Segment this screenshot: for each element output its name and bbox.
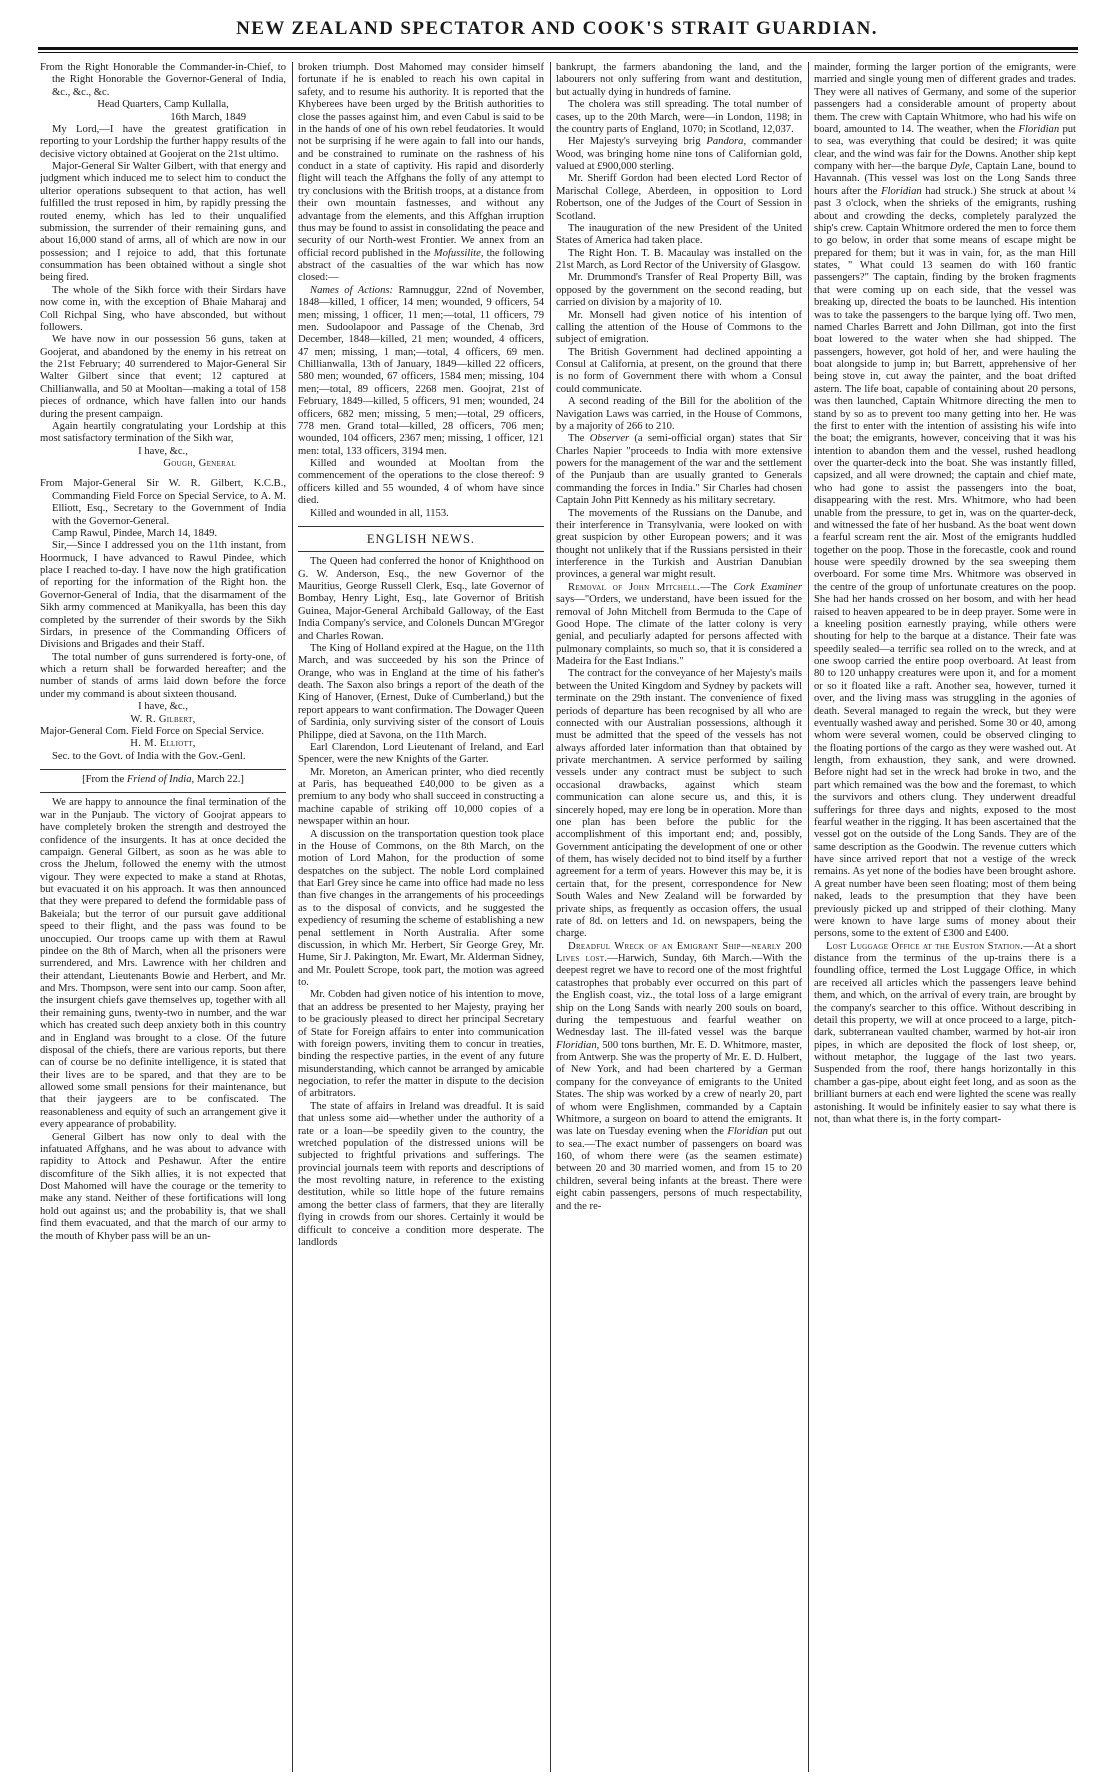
signature-title: Sec. to the Govt. of India with the Gov.-Genl. [52, 750, 246, 762]
publication-name: Cork Examiner [733, 581, 802, 593]
article-heading: Lost Luggage Office at the Euston Station. [826, 940, 1024, 952]
ship-name: Floridian [881, 185, 922, 197]
column-1 [40, 62, 286, 1774]
casualty-text: Ramnuggur, 22nd of November, 1848—killed, 1 officer, 14 men; wounded, 9 officers, 54 men; missing, 1 officer, 11 men;—total, 11 officers, 79 men. Sudoolapoor and Passage of the Chenab, 3rd December, 1848—killed, 21 men; wounded, 4 officers, 47 men; missing, 1 man;—total, 4 officers, 69 men. Chillianwalla, 13th of January, 1849—killed 22 officers, 580 men; wounded, 67 officers, 1584 men; missing, 104 men;—total, 89 officers, 2268 men. Goojrat, 21st of February, 1849—killed, 5 officers, 91 men; wounded, 24 officers, 682 men; missing, 5 men;—total, 29 officers, 778 men. Grand total—killed, 28 officers, 706 men; wounded, 104 officers, 2367 men; missing, 1 officer, 121 men: total, 133 officers, 3194 men. [298, 284, 544, 457]
publication-name: Observer [589, 433, 630, 445]
section-rule [298, 526, 544, 527]
paragraph [556, 136, 802, 173]
source-prefix: [From the [82, 774, 127, 785]
ship-name: Pandora, [706, 136, 747, 148]
masthead-title: NEW ZEALAND SPECTATOR AND COOK'S STRAIT GUARDIAN. [236, 18, 878, 39]
section-rule [40, 792, 286, 793]
paragraph: The Right Hon. T. B. Macaulay was installed on the 21st March, as Lord Rector of the University of Glasgow. [556, 247, 802, 271]
paragraph: We have now in our possession 56 guns, taken at Goojerat, and abandoned by the enemy in his retreat on the 21st February; 40 surrendered to Major-General Sir Walter Gilbert since that event; 12 captured at Chillianwalla, and 50 at Mooltan—making a total of 158 pieces of ordnance, which have fallen into our hands during the present campaign. [40, 334, 286, 420]
source-date: March 22.] [194, 774, 244, 785]
paragraph [298, 62, 544, 285]
column-3 [556, 62, 802, 1774]
paragraph: Mr. Cobden had given notice of his intention to move, that an address be presented to her Majesty, praying her to be graciously pleased to direct her principal Secretary of State for Foreign affairs to enter into communication with foreign powers, inviting them to concur in treaties, binding the respective parties, in the event of any future misunderstanding, which cannot be arranged by amicable negociation, to refer the matter in dispute to the decision of arbitrators. [298, 989, 544, 1100]
signature [40, 714, 286, 726]
section-heading: ENGLISH NEWS. [366, 531, 476, 546]
ship-name: Dyle, [949, 161, 973, 172]
paragraph: The British Government had declined appointing a Consul at California, at present, on the ground that there is no form of Government there with whom a Consul could communicate. [556, 346, 802, 395]
paragraph [556, 941, 802, 1213]
paragraph: Mr. Moreton, an American printer, who died recently at Paris, has bequeathed £40,000 to be given as a premium to any body who shall succeed in constructing a machine capable of striking off 10,000 copies of a newspaper within an hour. [298, 766, 544, 828]
text-run: —At a short distance from the terminus of the up-trains there is a foundling office, termed the Lost Luggage Office, in which are received all articles which the passengers leave behind them, and which, on the arrival of every train, are brought by the company's searcher to this office. Without describing in detail this property, we will at once proceed to a large, pitch-dark, subterranean vaulted chamber, warmed by hot-air iron pipes, in which are deposited the flock of lost sheep, or, without metaphor, the luggage of the last two years. Suspended from the roof, there hangs horizontally in this chamber a gas-pipe, about eight feet long, and as soon as the brilliant burners at each end were lighted the scene was really astonishing. It would be infinitely easier to say what there is not, than what there is, in the forty compart- [814, 940, 1076, 1125]
text-run: Her Majesty's surveying brig [568, 136, 707, 148]
closing: I have, &c., [138, 701, 188, 713]
dateline: Head Quarters, Camp Kullalla, [97, 99, 229, 111]
column-divider [550, 62, 551, 1772]
signature-name: H. M. Elliott, [130, 738, 196, 750]
paragraph [814, 941, 1076, 1127]
paragraph: The Queen had conferred the honor of Knighthood on G. W. Anderson, Esq., the new Governor of the Mauritius, George Russell Clerk, Esq., late Governor of Bombay, Henry Light, Esq., late Governor of British Guinea, Major-General Archibald Galloway, of the East India Company's service, and Colonels Duncan M'Gregor and Charles Rowan. [298, 556, 544, 642]
paragraph: Sir,—Since I addressed you on the 11th instant, from Hoormuck, I have advanced to Rawul Pindee, which place I reached to-day. I have now the high gratification of reporting for the information of the Right hon. the Governor-General of India, that the disarmament of the Sikh army commenced at Manikyalla, has been this day completed by the surrender of their swords by the Sikh Sirdars, in presence of the Commanding Officers of Divisions and Brigades and their Staff. [40, 540, 286, 651]
paragraph: Mr. Monsell had given notice of his intention of calling the attention of the House of Commons to the subject of emigration. [556, 309, 802, 346]
signature-name: W. R. Gilbert, [130, 713, 196, 725]
signature-title: Major-General Com. Field Force on Special Service. [40, 725, 264, 737]
casualty-table [298, 285, 544, 458]
paragraph: The total number of guns surrendered is forty-one, of which a return shall be forwarded hereafter; and the number of stands of arms laid down before the force under my command is about sixteen thousand. [40, 651, 286, 700]
closing: I have, &c., [138, 445, 188, 457]
dateline-date: 16th March, 1849 [170, 111, 246, 123]
paragraph: A second reading of the Bill for the abolition of the Navigation Laws was carried, in the House of Commons, by a majority of 266 to 210. [556, 396, 802, 432]
text-run: Captain Lane, bound to Havannah. (This vessel was lost on the Long Sands three hours after the [814, 161, 1076, 197]
paragraph: General Gilbert has now only to deal with the infatuated Affghans, and he was about to advance with rapidity to Attock and Peshawur. After the entire discomfiture of the Sikh allies, it is not expected that Dost Mahomed will have the courage or the temerity to make any stand. Neither of these fortifications will long hold out against us; and the probability is, that we shall find them evacuated, and that the march of our army to the mouth of Khyber pass will be an un- [40, 1131, 286, 1242]
text-run: put out to sea.—The exact number of passengers on board was 160, of whom there were (as the seamen estimate) between 20 and 30 married women, and from 15 to 20 children, several being infants at the breast. There were eight cabin passengers, persons of much respectability, and the re- [556, 1126, 802, 1212]
paragraph: The King of Holland expired at the Hague, on the 11th March, and was succeeded by his son the Prince of Orange, who was in England at the time of his father's death. The Saxon also brings a report of the death of the King of Hanover, (Ernest, Duke of Cumberland,) but the report appears to want confirmation. The Dowager Queen of Sardinia, only surviving sister of the consort of Louis Philippe, died at Savona, on the 11th March. [298, 642, 544, 741]
publication-name: Mofussilite, [433, 247, 484, 259]
article-heading: Dreadful Wreck of an Emigrant Ship—nearly 200 Lives lost. [556, 940, 802, 964]
paragraph: The contract for the conveyance of her Majesty's mails between the United Kingdom and Sydney by packets will terminate on the 29th instant. The convenience of fixed periods of departure has been recognised by all who are connected with our Australian possessions, although it must be admitted that the speed of the vessels has not always afforded later information than that obtained by private merchantmen. A service performed by sailing vessels under any contract must be subject to such occasional drawbacks, against which steam communication can alone secure us, and this, it is sincerely hoped, may ere long be in operation. More than one plan has been before the public for the accomplishment of this important end; and, possibly, Government anticipating the development of one or other of them, has wisely decided not to bind itself by a further agreement for a term of years. However this may be, it is certain that, for the present, correspondence for New South Wales and New Zealand will be forwarded by private ships, as frequently as occasion offers, the usual rate of 8d. on letters and 1d. on newspapers, being the charge. [556, 668, 802, 940]
column-2 [298, 62, 544, 1774]
text-run: had struck.) She struck at about ¼ past 3 o'clock, when the shrieks of the emigrants, rushing about and crowding the decks, completely paralyzed the ship's crew. Captain Whitmore ordered the men to force them to go below, in order that some means of escape might be prepared for them; but it was in vain, for, as the man Hill states, " What could 13 seamen do with 160 frantic passengers?" The captain, finding by the broken fragments that were coming up on each side, that the vessel was breaking up, directed the boats to be launched. His intention was to take the passengers to the barque lying off. Two men, named Charles Barrett and John Dillman, got into the first boat lowered to the water when she had shipped. The passengers, however, got hold of her, and were hauling the boat alongside to jump in; but Barrett, apprehensive of her being stove in, cut away the painter, and the boat drifted astern. The life boat, capable of containing about 20 persons, was then launched, Captain Whitmore directing the men to stand by so as to prevent too many getting into her. He was the first to enter with the intention of assisting his wife into the boat; the emigrants, however, conceiving that it was his intention to abandon them and the vessel, rushed headlong over the quarter-deck into the boat. She was instantly filled, capsized, and all were drowned; the captain and chief mate, who had gone to assist the passengers into the boat, disappearing with the rest. Mrs. Whitmore, who had been unable from the pressure, to get in, was on the quarter-deck, and witnessed the fate of her husband. As the boat went down a fearful scream rent the air. Most of the emigrants huddled together on the poop. Those in the forecastle, cook and round house were speedily drowned by the sea sweeping them overboard. For some time Mrs. Whitmore was observed in the centre of the group of unfortunate creatures on the poop. She had her hands crossed on her bosom, and with her head raised to heaven appeared to be in deep prayer. Some were in a kneeling position earnestly praying, while others were shouting for help to the barque at a distance. Their fate was speedily sealed—a terrific sea rolled on to the wreck, and at one swoop carried the entire poop overboard. At least from 80 to 120 unhappy creatures were upon it, and for a moment or so it floated like a raft. Another sea, however, turned it over, and the living mass was struggling in the agonies of death. Several managed to regain the wreck, but they were eventually washed away and perished. Some 30 or 40, among whom were several women, could be observed clinging to the floating portions of the cargo as they were washed out. At length, from exhaustion, they sank, and were drowned. Before night had set in the wreck had broke in two, and the part which remained was the bow and the foremast, to which the survivors and others clung. They underwent dreadful sufferings for three days and nights, exposed to the most fearful weather in the rigging. It has been ascertained that the vessel got on the outside of the Long Sands. They are of the same description as the Goodwin. The revenue cutters which have since arrived report that not a vestige of the wreck remains. As yet none of the bodies have been brought ashore. A great number have been seen floating; most of them being naked, leads to the presumption that they have been previously picked up and stripped of their clothing. Many were known to have large sums of money about their persons, some to the extent of £300 and £400. [814, 185, 1076, 940]
text-run: —The [699, 581, 734, 593]
text-run: 500 tons burthen, Mr. E. D. Whitmore, master, from Antwerp. She was the property of Mr. E. D. Hulbert, of New York, and had been chartered by a German company for the conveyance of emigrants to the United States. The ship was worked by a crew of nearly 20, part of whom were Englishmen, commanded by a Captain Whitmore, a surgeon on board to attend the emigrants. It was late on Tuesday evening when the [556, 1039, 802, 1138]
ship-name: Floridian [727, 1126, 768, 1138]
paragraph: Killed and wounded at Mooltan from the commencement of the operations to the close thereof: 9 officers killed and 55 wounded, 4 of whom have since died. [298, 458, 544, 507]
text-run: commander Wood, was bringing home nine tons of Californian gold, valued at £900,000 sterling. [556, 136, 802, 172]
paragraph: Major-General Sir Walter Gilbert, with that energy and judgment which induced me to select him to conduct the ulterior operations subsequent to that action, has well fulfilled the trust reposed in him, by rapidly pressing the routed enemy, which has led to their unqualified submission, the surrender of their remaining guns, and about 16,000 stand of arms, all of which are now in our possession; and I rejoice to add, that this fortunate consummation has been obtained without a single shot being fired. [40, 161, 286, 284]
paragraph: The cholera was still spreading. The total number of cases, up to the 20th March, were—in London, 1198; in the country parts of England, 1070; in Scotland, 12,037. [556, 99, 802, 135]
section-rule [298, 551, 544, 552]
paragraph: A discussion on the transportation question took place in the House of Commons, on the 8th March, on the motion of Lord Mahon, for the production of some despatches on the subject. The noble Lord complained that Earl Grey since he came into office had made no less than five changes in the arrangements of his proceedings as to the disposal of convicts, and he suggested the expediency of resuming the scheme of establishing a new penal settlement in North Australia. After some discussion, in which Mr. Herbert, Sir George Grey, Mr. Hume, Sir J. Pakington, Mr. Ewart, Mr. Alderman Sidney, and Mr. Poulett Scrope, took part, the motion was agreed to. [298, 828, 544, 988]
column-divider [292, 62, 293, 1772]
source-credit [40, 774, 286, 786]
paragraph: My Lord,—I have the greatest gratification in reporting to your Lordship the further happy results of the decisive victory obtained at Goojerat on the 21st ultimo. [40, 123, 286, 160]
paragraph [556, 582, 802, 669]
text-run: (a semi-official organ) states that Sir Charles Napier "proceeds to India with more extensive powers for the management of the war and the settlement of the Punjaub than are usually granted to Generals commanding the forces in India." Sir Charles had chosen Captain John Pitt Kennedy as his military secretary. [556, 433, 802, 507]
dispatch-heading: From the Right Honorable the Commander-in-Chief, to the Right Honorable the Governor-General of India, &c., &c., &c. [40, 62, 286, 98]
dispatch-heading: From Major-General Sir W. R. Gilbert, K.C.B., Commanding Field Force on Special Service, to A. M. Elliott, Esq., Secretary to the Government of India with the Governor-General. [40, 478, 286, 527]
casualty-heading: Names of Actions: [310, 284, 394, 296]
dateline: Camp Rawul, Pindee, March 14, 1849. [52, 527, 218, 539]
text-run: put to sea, was everything that could be desired; it was quite clear, and the wind was fair for the Downs. Another ship kept company with her—the barque [814, 123, 1076, 172]
paragraph: Mr. Sheriff Gordon had been elected Lord Rector of Marischal College, Aberdeen, in opposition to Lord Robertson, one of the Judges of the Court of Session in Scotland. [556, 173, 802, 222]
paragraph: Mr. Drummond's Transfer of Real Property Bill, was opposed by the government on the second reading, but carried on division by a majority of 10. [556, 272, 802, 309]
text-run: broken triumph. Dost Mahomed may consider himself fortunate if he is enabled to reach his own capital in safety, and to resume his authority. It is reported that the Khyberees have been urged by the British authorities to close the passes against him, and even Cabul is said to be in the hands of one of his own rebel feudatories. It would not be surprising if he were again to fall into our hands, and be constrained to ruminate on the rashness of his conduct in a state of captivity. His rapid and disorderly flight will teach the Affghans the folly of any attempt to try conclusions with the British troops, at a distance from their own mountain fastnesses, and without any advantage from the elements, and this Affghan irruption thus may be found to assist in consolidating the peace and security of our North-west Frontier. We annex from an official record published in the [298, 62, 544, 259]
paragraph: We are happy to announce the final termination of the war in the Punjaub. The victory of Goojrat appears to have completely broken the strength and destroyed the confidence of the insurgents. It has at once decided the campaign. General Gilbert, as soon as he was able to cross the Jhelum, followed the enemy with the utmost vigour. They were expected to make a stand at Rhotas, but evacuated it on his approach. It was then announced that they were prepared to defend the formidable pass of Bakeiala; but the terror of our pursuit gave additional speed to their flight, and the pass was found to be unoccupied. Our troops came up with them at Rawul pindee on the 8th of March, when all the prisoners were surrendered, and Mrs. Lawrence with her children and their attendant, Lieutenants Bowie and Herbert, and Mr. and Mrs. Thompson, were sent into our camp. Soon after, the insurgent chiefs gave themselves up, together with all their remaining guns, twenty-two in number, and the war which has created such deep anxiety both in this country and in England was brought to a close. Of the future disposal of the chiefs, there are various reports, but there can of course be no definite intelligence, it is stated that their lives are to be spared, and that they are to be allowed some small pensions for their maintenance, but that their jaygeers are to be confiscated. The reasonableness and equity of such an arrangement give it every appearance of probability. [40, 797, 286, 1131]
text-run: —Harwich, Sunday, 6th March.—With the deepest regret we have to record one of the most frightful catastrophes that probably ever occurred on this part of the English coast, viz., the total loss of a large emigrant ship on the Long Sands with nearly 200 souls on board, during the tempestuous and fearful weather on Wednesday last. The ill-fated vessel was the barque [556, 953, 802, 1039]
article-heading: Removal of John Mitchell. [568, 581, 700, 593]
paragraph: The whole of the Sikh force with their Sirdars have now come in, with the exception of Bhaie Maharaj and Coll Richpal Sing, who have absconded, but without followers. [40, 284, 286, 333]
text-run: mainder, forming the larger portion of the emigrants, were married and single young men of different grades and trades. They were all natives of Germany, and some of the superior passengers had a considerable amount of property about them. The crew with Captain Whitmore, who had his wife on board, amounted to 14. The weather, when the [814, 62, 1076, 135]
ship-name: Floridian, [556, 1039, 600, 1051]
column-divider [808, 62, 809, 1772]
signature-name: Gough, General [163, 458, 236, 469]
signature [40, 458, 286, 470]
text-run: says—"Orders, we understand, have been issued for the removal of John Mitchell from Bermuda to the Cape of Good Hope. The climate of the latter colony is very genial, and peculiarly adapted for persons affected with pulmonary complaints, so much so, that it is considered a Madeira for the East Indians." [556, 594, 802, 667]
paragraph: bankrupt, the farmers abandoning the land, and the labourers not only suffering from want and destitution, but actually dying in hundreds of famine. [556, 62, 802, 98]
paragraph [556, 433, 802, 507]
source-publication: Friend of India, [126, 774, 195, 785]
signature [40, 738, 286, 750]
ship-name: Floridian [1018, 123, 1060, 135]
paragraph: Killed and wounded in all, 1153. [310, 507, 449, 519]
text-run: the following abstract of the casualties of the war which has now closed:— [298, 247, 544, 284]
paragraph: The movements of the Russians on the Danube, and their interference in Transylvania, were looked on with great suspicion by other European powers; and it was thought not unlikely that if the Russians persisted in their interference in the Turkish and Austrian Danubian provinces, a general war might result. [556, 507, 802, 581]
paragraph: The inauguration of the new President of the United States of America had taken place. [556, 222, 802, 247]
paragraph: Earl Clarendon, Lord Lieutenant of Ireland, and Earl Spencer, were the new Knights of the Garter. [298, 741, 544, 766]
masthead-rule [38, 47, 1078, 50]
paragraph: Again heartily congratulating your Lordship at this most satisfactory termination of the Sikh war, [40, 420, 286, 445]
paragraph: The state of affairs in Ireland was dreadful. It is said that unless some aid—whether under the authority of a rate or a loan—be speedily given to the country, the wretched population of the distressed unions will be subjected to frightful privations and sufferings. The provincial journals teem with reports and descriptions of the most revolting nature, in reference to the existing destitution, while so little hope of the future remains among the better class of farmers, that they are literally flying in crowds from our shores. Certainly it would be difficult to conceive a condition more desperate. The landlords [298, 1100, 544, 1248]
masthead-rule-thin [38, 52, 1078, 53]
column-4 [814, 62, 1076, 1774]
paragraph [814, 62, 1076, 941]
text-run: The [568, 433, 590, 445]
section-rule [40, 769, 286, 770]
